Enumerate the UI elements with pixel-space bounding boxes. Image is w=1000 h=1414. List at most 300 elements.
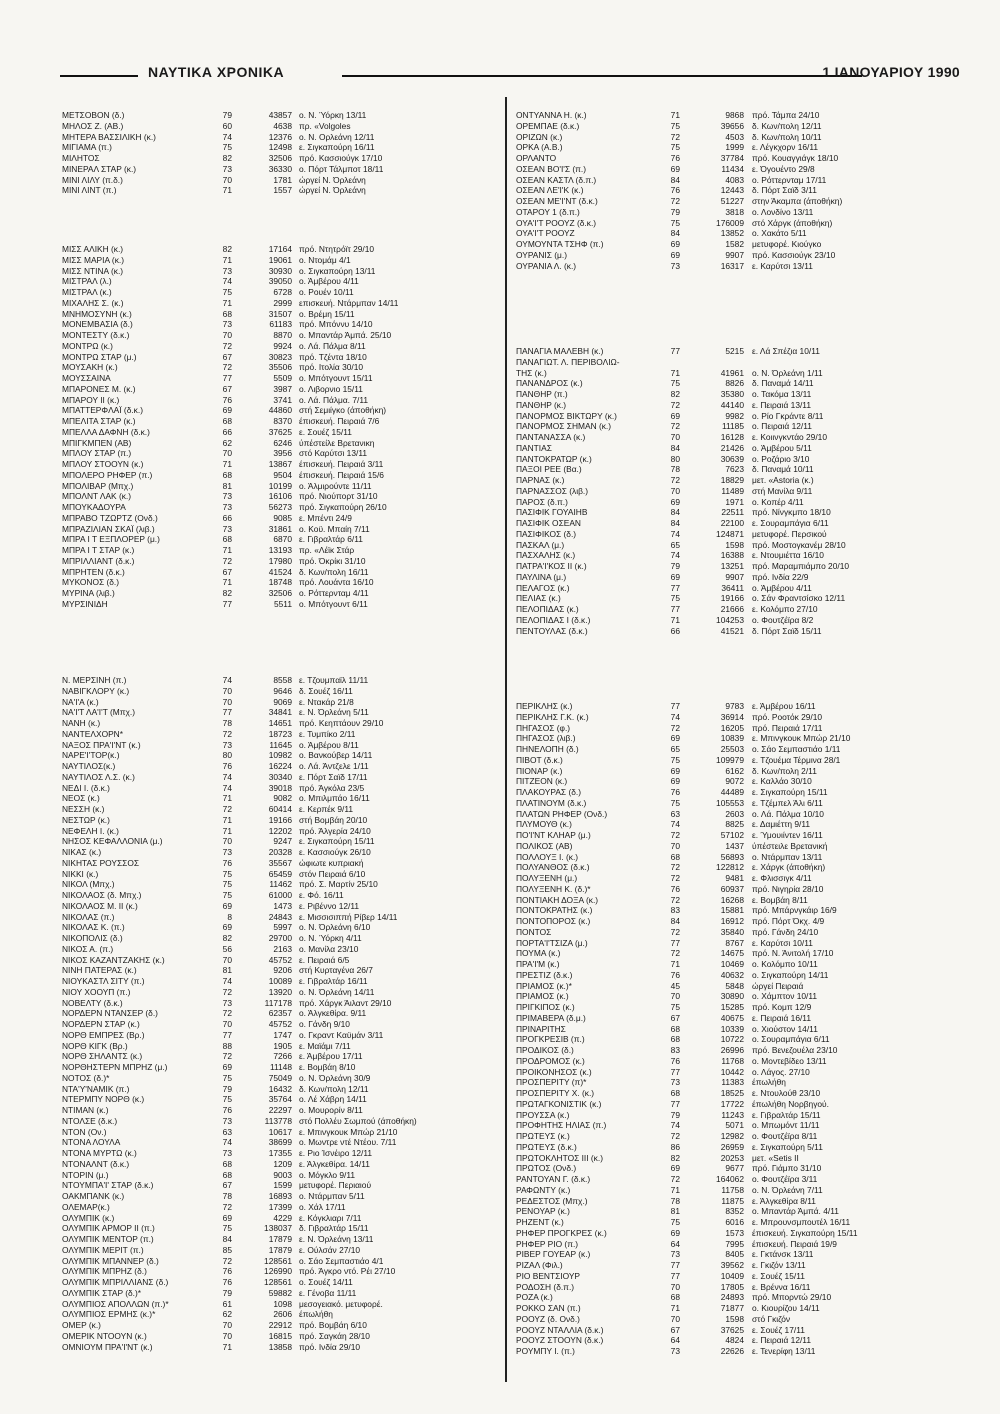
- ship-grt: 2603: [725, 808, 744, 819]
- ship-entry: [62, 729, 502, 740]
- ship-grt: 10839: [720, 733, 744, 744]
- ship-pos: πρό. Κομπ 12/9: [752, 1002, 812, 1012]
- ship-pos: ε. Καρύτσι 10/11: [752, 937, 813, 948]
- ship-name: ΟΡΕΜΠΑΕ (δ.κ.): [516, 120, 580, 131]
- ship-pos: ε. Καλλάο 30/10: [752, 776, 812, 787]
- ship-pos: πρό. Νίνγκμπο 18/10: [752, 507, 831, 518]
- ship-grt: 45752: [268, 1019, 292, 1029]
- ship-pos: πρό. Ροοτόκ 29/10: [752, 711, 823, 722]
- ship-grt: 30340: [268, 771, 292, 782]
- ship-pos: ε. Πειραιά 6/5: [299, 954, 350, 965]
- ship-pos: ο. Φουτζέϊρα 8/11: [752, 1131, 818, 1141]
- ship-name: ΟΛΥΜΠΙΚ ΣΤΑΡ (δ.)*: [62, 1287, 142, 1298]
- ship-entry: [516, 1120, 962, 1131]
- ship-grt: 31861: [268, 523, 292, 534]
- ship-name: ΠΗΓΑΣΟΣ (φ.): [516, 722, 571, 733]
- ship-entry: [516, 250, 962, 261]
- ship-pos: ο. Ν. Ύόρκη 4/11: [299, 933, 362, 943]
- ship-entry: [62, 1299, 502, 1310]
- ship-name: ΠΑΝΑΝΔΡΟΣ (κ.): [516, 378, 583, 389]
- ship-grt: 1599: [273, 1180, 292, 1191]
- ship-year: 77: [670, 937, 680, 948]
- ship-pos: μετυφορέ. Κιούγκο: [752, 239, 822, 249]
- ship-entry: [62, 1202, 502, 1213]
- ship-entry: [62, 826, 502, 837]
- ship-grt: 24843: [268, 911, 292, 922]
- ship-name: ΡΟΖΑ (κ.): [516, 1292, 553, 1303]
- ship-entry: [62, 1191, 502, 1202]
- ship-pos: δ. Παναμά 10/11: [752, 464, 814, 475]
- ship-name: ΟΛΥΜΠΙΟΣ ΕΡΜΗΣ (κ.)*: [62, 1309, 156, 1320]
- ship-pos: έπωλήθη: [752, 1077, 786, 1088]
- ship-grt: 30890: [720, 991, 744, 1002]
- ship-name: ΜΠΡΑΒΟ ΤΖΩΡΤΖ (Ονδ.): [62, 512, 158, 523]
- ship-name: ΠΑΣΙΦΙΚ ΟΣΕΑΝ: [516, 518, 581, 528]
- ship-name: ΝΙΚΟΛΑΣ Κ. (π.): [62, 922, 125, 933]
- ship-entry: [516, 1056, 962, 1067]
- ship-name: ΜΠΡΙΛΛΙΑΝΤ (δ.κ.): [62, 555, 135, 566]
- ship-entry: [62, 1008, 502, 1019]
- ship-pos: ο. Βρέμη 15/11: [299, 308, 355, 319]
- ship-name: ΟΛΥΜΠΙΚ ΜΠΑΝΝΕΡ (δ.): [62, 1255, 159, 1266]
- ship-pos: ο. Μοντεβίδεο 13/11: [752, 1055, 827, 1066]
- ship-grt: 1557: [273, 185, 292, 196]
- ship-entry: [516, 723, 962, 734]
- ship-name: ΝΟΒΕΛΤΥ (δ.κ.): [62, 997, 123, 1008]
- ship-name: ΡΙΒΕΡ ΓΟΥΕΑΡ (κ.): [516, 1249, 591, 1260]
- ship-grt: 44140: [720, 399, 744, 410]
- ship-grt: 3818: [725, 206, 744, 217]
- ship-pos: ο. Λάγος. 27/10: [752, 1066, 810, 1077]
- ship-grt: 8826: [725, 378, 744, 389]
- ship-name: ΠΡΙΓΚΙΠΟΣ (κ.): [516, 1002, 575, 1012]
- ship-grt: 128561: [264, 1255, 292, 1266]
- ship-name: ΠΟ'Ι'ΝΤ ΚΛΗΑΡ (μ.): [516, 830, 591, 840]
- ship-pos: πρό. Ντητρόϊτ 29/10: [299, 244, 375, 254]
- ship-name: ΜΠΡΑΖΙΛΙΑΝ ΣΚΑΪ (λιβ.): [62, 523, 155, 534]
- ship-pos: ε. Τζέμπελ Άλι 6/11: [752, 797, 823, 808]
- ship-grt: 35506: [268, 362, 292, 373]
- ship-grt: 16128: [720, 432, 744, 442]
- ship-pos: πρό. Πειραιά 17/11: [752, 722, 823, 733]
- ship-name: ΟΡΛΑΝΤΟ: [516, 153, 557, 163]
- ship-pos: ο. Μπότγουντ 6/11: [299, 598, 368, 609]
- ship-pos: μετ. «Astoria (κ.): [752, 475, 814, 485]
- ship-pos: ε. Πόρτ Σαϊδ 17/11: [299, 771, 368, 782]
- ship-name: ΠΑΞΟΙ ΡΕΕ (Βα.): [516, 464, 582, 475]
- ship-grt: 14675: [720, 948, 744, 959]
- ship-grt: 12376: [268, 131, 292, 142]
- ship-name: ΠΕΛΙΑΣ (κ.): [516, 593, 561, 604]
- ship-pos: έπισκευή. Πειραιά 15/6: [299, 469, 384, 480]
- ship-name: ΠΟΛΙΚΟΣ (ΑΒ): [516, 840, 573, 851]
- ship-name: ΠΡΙΜΑΒΕΡΑ (δ.μ.): [516, 1012, 586, 1023]
- ship-name: ΡΟΥΜΠΥ Ι. (π.): [516, 1346, 575, 1356]
- ship-year: 8: [227, 911, 232, 922]
- ship-pos: πρό. Πόρτ Όκχ. 4/9: [752, 916, 825, 926]
- ship-grt: 13858: [268, 1341, 292, 1352]
- ship-name: ΜΙΓΙΑΜΑ (π.): [62, 142, 112, 153]
- ship-grt: 16912: [720, 916, 744, 926]
- header-rule-right: [342, 75, 862, 77]
- ship-entry: [62, 718, 502, 729]
- ship-year: 68: [670, 1034, 680, 1045]
- ship-grt: 18829: [720, 475, 744, 485]
- ship-name: ΠΑΝΟΡΜΟΣ ΒΙΚΤΩΡΥ (κ.): [516, 410, 617, 421]
- ship-entry: [62, 405, 502, 416]
- ship-entry: [62, 438, 502, 449]
- ship-pos: ο. Μανίλα 23/10: [299, 943, 359, 954]
- ship-grt: 128561: [264, 1277, 292, 1287]
- ship-year: 76: [222, 1266, 232, 1277]
- ship-list-left-3: [62, 675, 502, 1352]
- ship-pos: ε. Ριβέννο 12/11: [299, 900, 360, 911]
- ship-year: 75: [222, 1094, 232, 1105]
- ship-name: ΠΡΩΤΟΣ (Ονδ.): [516, 1163, 577, 1174]
- ship-year: 73: [222, 319, 232, 330]
- ship-year: 72: [670, 399, 680, 410]
- ship-name: ΜΠΟΛΕΡΟ ΡΗΦΕΡ (π.): [62, 469, 153, 480]
- ship-pos: πρό. Λουάντα 16/10: [299, 577, 374, 588]
- ship-name: ΝΙΚΟΣ Α. (π.): [62, 943, 114, 954]
- ship-name: ΠΑΡΟΣ (δ.π.): [516, 496, 568, 507]
- ship-pos: στόν Πειραιά 6/10: [299, 868, 366, 879]
- ship-year: 78: [670, 464, 680, 475]
- ship-entry: [62, 1105, 502, 1116]
- ship-year: 75: [670, 142, 680, 153]
- ship-pos: πρό. Κασσιούγκ 17/10: [299, 153, 383, 163]
- ship-pos: ε. Άμβέρου 17/11: [299, 1051, 363, 1062]
- ship-entry: [516, 938, 962, 949]
- ship-entry: [62, 1266, 502, 1277]
- ship-year: 69: [670, 776, 680, 787]
- ship-list-left-2: [62, 244, 502, 610]
- ship-name: ΝΟΤΟΣ (δ.)*: [62, 1072, 110, 1083]
- ship-pos: ο. Μπιλμπάο 16/11: [299, 793, 370, 804]
- ship-entry: [62, 244, 502, 255]
- ship-year: 80: [222, 750, 232, 761]
- ship-pos: ο. Ρόττερνταμ 4/11: [299, 588, 369, 598]
- ship-year: 75: [222, 879, 232, 890]
- ship-grt: 16893: [268, 1191, 292, 1201]
- ship-pos: ε. Τενερίφη 13/11: [752, 1346, 816, 1356]
- ship-name: ΠΡΩΤΕΥΣ (κ.): [516, 1131, 570, 1141]
- ship-name: ΠΕΛΑΓΟΣ (κ.): [516, 582, 570, 593]
- ship-grt: 24893: [720, 1292, 744, 1303]
- ship-year: 70: [670, 1313, 680, 1324]
- ship-entry: [516, 916, 962, 927]
- ship-name: ΝΟΡΘ ΣΗΛΑΝΤΣ (κ.): [62, 1051, 143, 1062]
- ship-year: 70: [222, 685, 232, 696]
- ship-year: 77: [670, 701, 680, 711]
- ship-pos: ε. Ύμουιίντεν 16/11: [752, 830, 823, 840]
- ship-entry: [62, 804, 502, 815]
- ship-entry: [516, 1239, 962, 1250]
- ship-entry: [62, 132, 502, 143]
- ship-pos: ο. Κοϋ. Μπαίη 7/11: [299, 523, 370, 534]
- ship-entry: [62, 697, 502, 708]
- ship-name: ΠΟΛΥΑΝΘΟΣ (δ.κ.): [516, 862, 590, 873]
- ship-grt: 9924: [273, 340, 292, 351]
- ship-name: ΟΥΑ'Ι'Τ ΡΟΟΥΖ (δ.κ.): [516, 217, 597, 228]
- ship-grt: 35380: [720, 389, 744, 399]
- ship-grt: 40675: [720, 1012, 744, 1023]
- ship-name: ΜΠΑΡΟΥ ΙΙ (κ.): [62, 394, 120, 405]
- ship-pos: έπωλήθη: [299, 1309, 333, 1320]
- ship-entry: [516, 809, 962, 820]
- ship-name: ΡΟΟΥΖ (δ. Ονδ.): [516, 1313, 580, 1324]
- ship-grt: 36411: [721, 582, 744, 593]
- ship-year: 84: [670, 442, 680, 453]
- ship-entry: [516, 142, 962, 153]
- ship-year: 71: [222, 254, 232, 265]
- ship-grt: 164062: [716, 1174, 744, 1184]
- ship-year: 63: [222, 1126, 232, 1137]
- ship-entry: [516, 464, 962, 475]
- ship-entry: [62, 185, 502, 196]
- ship-pos: πρό. Ινδία 22/9: [752, 571, 809, 582]
- ship-name: ΠΡΙΑΜΟΣ (κ.): [516, 991, 569, 1002]
- ship-grt: 12202: [268, 825, 292, 836]
- ship-name: ΝΑΝΤΕΛΧΟΡΝ*: [62, 728, 123, 739]
- ship-year: 69: [670, 571, 680, 582]
- ship-pos: ε. Μπέντι 24/9: [299, 512, 352, 523]
- ship-year: 82: [222, 588, 232, 598]
- ship-year: 74: [222, 276, 232, 287]
- ship-grt: 6246: [273, 437, 292, 448]
- ship-pos: δ. Πόρτ Σαϊδ 15/11: [752, 625, 822, 636]
- ship-pos: ο. Σιγκαπούρη 14/11: [752, 969, 829, 980]
- ship-year: 66: [670, 625, 680, 636]
- ship-entry: [62, 1148, 502, 1159]
- ship-entry: [62, 481, 502, 492]
- ship-entry: [516, 583, 962, 594]
- ship-year: 75: [222, 142, 232, 153]
- ship-name: ΝΙΚΟΣ ΚΑΖΑΝΤΖΑΚΗΣ (κ.): [62, 954, 165, 965]
- ship-pos: ε. Ν. Όρλεάνη 13/11: [299, 1234, 374, 1244]
- ship-pos: ε. Βομβάη 8/10: [299, 1062, 356, 1072]
- ship-entry: [62, 1256, 502, 1267]
- ship-year: 71: [670, 614, 680, 625]
- ship-name: ΠΟΝΤΟΚΡΑΤΗΣ (κ.): [516, 905, 593, 916]
- ship-grt: 4824: [725, 1335, 744, 1346]
- ship-entry: [62, 384, 502, 395]
- ship-year: 74: [670, 819, 680, 830]
- ship-grt: 10617: [268, 1126, 292, 1137]
- ship-entry: [62, 319, 502, 330]
- ship-name: ΠΡΟΙΚΟΝΗΣΟΣ (κ.): [516, 1066, 592, 1077]
- ship-name: ΠΟΛΥΞΕΝΗ Κ. (δ.)*: [516, 883, 591, 894]
- ship-year: 71: [222, 297, 232, 308]
- ship-year: 71: [222, 1341, 232, 1352]
- ship-pos: πρό. Σ. Μαρτίν 25/10: [299, 879, 378, 890]
- ship-grt: 7266: [273, 1051, 292, 1062]
- ship-year: 77: [222, 707, 232, 718]
- ship-name: ΟΑΚΜΠΑΝΚ (κ.): [62, 1191, 125, 1201]
- ship-name: ΠΑΝΟΡΜΟΣ ΣΗΜΑΝ (κ.): [516, 421, 612, 432]
- ship-entry: [516, 1196, 962, 1207]
- ship-entry: [62, 1116, 502, 1127]
- ship-grt: 60937: [720, 883, 744, 894]
- ship-grt: 62357: [268, 1008, 292, 1019]
- ship-pos: πρό. Μπάρνγκάιρ 16/9: [752, 905, 837, 916]
- ship-entry: [62, 793, 502, 804]
- ship-pos: ε. Λέγκχορν 16/11: [752, 142, 819, 153]
- ship-entry: [62, 955, 502, 966]
- ship-pos: πρό. Ιτολία 30/10: [299, 362, 364, 373]
- ship-pos: ο. Γκραντ Καϋμάν 3/11: [299, 1029, 384, 1040]
- ship-year: 65: [670, 539, 680, 550]
- ship-entry: [516, 1335, 962, 1346]
- ship-entry: [516, 1163, 962, 1174]
- ship-entry: [62, 998, 502, 1009]
- ship-grt: 109979: [716, 754, 744, 765]
- ship-grt: 12982: [720, 1131, 744, 1141]
- ship-year: 56: [222, 943, 232, 954]
- ship-entry: [516, 604, 962, 615]
- ship-entry: [62, 362, 502, 373]
- ship-pos: ο. Μωντρε ντέ Ντέου. 7/11: [299, 1137, 397, 1148]
- ship-entry: [62, 879, 502, 890]
- ship-grt: 3956: [273, 448, 292, 459]
- ship-pos: ο. Ν. Όρλεάνη 30/9: [299, 1072, 371, 1083]
- ship-entry: [516, 572, 962, 583]
- ship-grt: 7623: [725, 464, 744, 475]
- ship-name: ΠΑΝΑΓΙΩΤ. Λ. ΠΕΡΙΒΟΛΙΩ-: [516, 356, 620, 367]
- ship-year: 79: [670, 561, 680, 571]
- ship-year: 84: [670, 518, 680, 528]
- ship-year: 71: [222, 459, 232, 469]
- ship-entry: [62, 448, 502, 459]
- ship-year: 69: [670, 249, 680, 260]
- ship-grt: 1747: [273, 1029, 292, 1040]
- ship-year: 70: [222, 836, 232, 847]
- ship-entry: [62, 416, 502, 427]
- ship-name: ΠΟΝΤΙΑΚΗ ΔΟΞΑ (κ.): [516, 894, 599, 905]
- ship-year: 69: [670, 163, 680, 174]
- ship-year: 69: [222, 922, 232, 933]
- ship-name: ΠΛΑΤΩΝ ΡΗΦΕΡ (Ονδ.): [516, 808, 608, 819]
- ship-grt: 15285: [720, 1002, 744, 1012]
- ship-year: 73: [670, 1249, 680, 1260]
- ship-year: 64: [670, 1238, 680, 1249]
- ship-entry: [516, 389, 962, 400]
- ship-list-left-1: [62, 110, 502, 196]
- ship-grt: 5509: [273, 373, 292, 383]
- ship-grt: 61183: [269, 319, 292, 330]
- ship-pos: ο. Μουρορίν 8/11: [299, 1105, 363, 1115]
- ship-year: 81: [222, 480, 232, 491]
- ship-entry: [62, 567, 502, 578]
- ship-grt: 10199: [268, 480, 292, 491]
- ship-grt: 17722: [720, 1098, 744, 1109]
- ship-year: 80: [670, 453, 680, 464]
- ship-entry: [516, 421, 962, 432]
- ship-pos: ο. Άλγκεθίρα. 9/11: [299, 1008, 367, 1019]
- ship-name: ΝΤΟΝΑ ΛΟΥΛΑ: [62, 1137, 121, 1148]
- ship-grt: 10339: [720, 1023, 744, 1034]
- ship-entry: [516, 475, 962, 486]
- ship-entry: [62, 1223, 502, 1234]
- ship-pos: ο. Χακάτο 5/11: [752, 228, 807, 239]
- ship-pos: ο. Ρόττερνταμ 17/11: [752, 174, 827, 185]
- ship-entry: [62, 255, 502, 266]
- ship-pos: ε. Γκτάνσκ 13/11: [752, 1249, 814, 1260]
- ship-entry: [516, 991, 962, 1002]
- ship-name: ΠΕΡΙΚΛΗΣ (κ.): [516, 701, 573, 711]
- ship-pos: ο. Μπότγουντ 15/11: [299, 373, 373, 383]
- ship-pos: στή Σεμιίγκο (άποθήκη): [299, 405, 387, 416]
- ship-grt: 75049: [268, 1072, 292, 1083]
- ship-entry: [62, 266, 502, 277]
- ship-name: ΟΛΥΜΠΙΚ ΜΕΝΤΟΡ (π.): [62, 1234, 154, 1244]
- ship-year: 77: [670, 1098, 680, 1109]
- ship-entry: [62, 1180, 502, 1191]
- ship-entry: [62, 459, 502, 470]
- ship-entry: [516, 1206, 962, 1217]
- ship-entry: [516, 895, 962, 906]
- ship-entry: [516, 1174, 962, 1185]
- ship-name: ΝΤΟΡΙΝ (μ.): [62, 1169, 109, 1180]
- ship-grt: 41961: [720, 367, 744, 378]
- ship-pos: ε. Όγουέντο 29/8: [752, 163, 815, 174]
- ship-name: ΟΤΑΡΟΥ 1 (δ.π.): [516, 206, 580, 217]
- ship-entry: [62, 976, 502, 987]
- ship-grt: 20253: [720, 1152, 744, 1163]
- ship-year: 73: [222, 502, 232, 512]
- ship-pos: ο. Ν. Ορλεάνη 12/11: [299, 131, 375, 142]
- ship-name: ΝΕΟΣ (κ.): [62, 793, 100, 804]
- ship-name: ΠΡΑ'Ι'Μ (κ.): [516, 959, 560, 969]
- ship-grt: 8870: [273, 330, 292, 340]
- ship-year: 71: [222, 793, 232, 804]
- ship-entry: [516, 948, 962, 959]
- ship-year: 76: [670, 1055, 680, 1066]
- ship-year: 77: [670, 1270, 680, 1281]
- ship-year: 72: [670, 862, 680, 873]
- ship-entry: [62, 869, 502, 880]
- ship-year: 71: [670, 1303, 680, 1313]
- ship-entry: [62, 599, 502, 610]
- ship-year: 74: [222, 1137, 232, 1148]
- ship-year: 77: [670, 582, 680, 593]
- ship-grt: 34841: [268, 707, 292, 718]
- ship-name: ΠΑΝΑΓΙΑ ΜΑΛΕΒΗ (κ.): [516, 346, 604, 356]
- ship-grt: 10982: [268, 750, 292, 761]
- ship-grt: 4503: [725, 131, 744, 142]
- ship-name: ΝΙΟΥ ΧΟΟΥΠ (π.): [62, 986, 131, 997]
- ship-name: ΝΤΟΥΜΠΑ'Ι' ΣΤΑΡ (δ.κ.): [62, 1180, 154, 1191]
- ship-pos: ο. Τακόμα 13/11: [752, 389, 812, 399]
- ship-year: 76: [222, 761, 232, 771]
- ship-pos: έπισκευή. Πειραιά 7/6: [299, 416, 380, 426]
- ship-name: ΠΡΩΤΟΚΛΗΤΟΣ ΙΙΙ (κ.): [516, 1152, 603, 1163]
- ship-grt: 21426: [720, 442, 744, 453]
- ship-entry: [516, 798, 962, 809]
- ship-grt: 10469: [720, 959, 744, 969]
- ship-year: 76: [670, 883, 680, 894]
- ship-entry: [516, 1067, 962, 1078]
- ship-name: ΟΛΥΜΠΙΚ (κ.): [62, 1212, 115, 1223]
- ship-name: ΠΛΥΜΟΥΘ (κ.): [516, 819, 572, 830]
- ship-name: ΟΛΥΜΠΙΚ ΜΕΡΙΤ (π.): [62, 1244, 144, 1255]
- ship-pos: πρό. Γιάμπο 31/10: [752, 1163, 822, 1174]
- ship-year: 74: [222, 675, 232, 685]
- ship-grt: 9982: [725, 410, 744, 421]
- ship-grt: 13251: [720, 561, 744, 571]
- ship-pos: ο. Ν. Ύόρκη 13/11: [299, 110, 367, 120]
- ship-pos: πρό. Ν. Άνιτολή 17/10: [752, 948, 834, 959]
